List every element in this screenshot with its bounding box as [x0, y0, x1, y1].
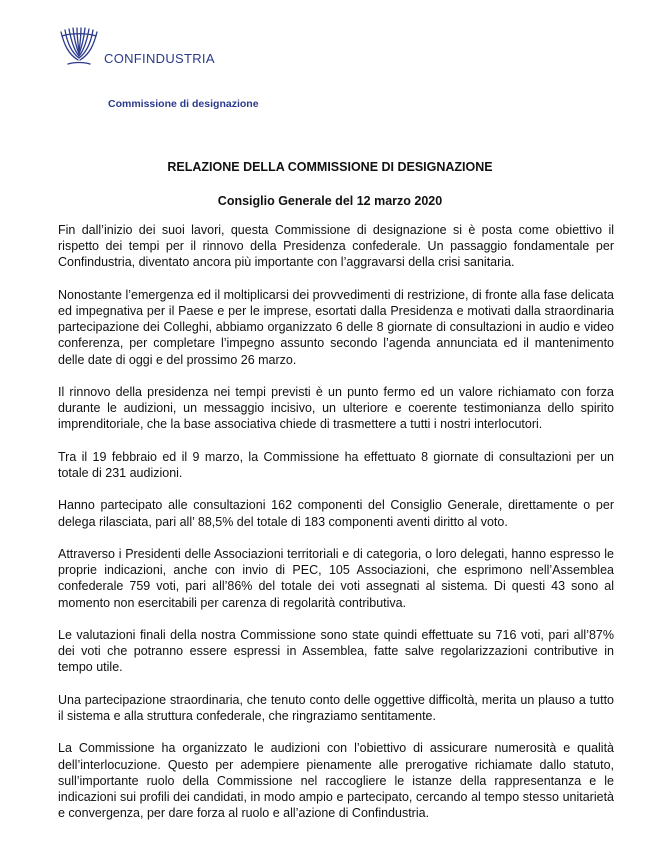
paragraph: Attraverso i Presidenti delle Associazioni territoriali e di categoria, o loro delegati, hanno espresso le proprie indicazioni, anche con invio di PEC, 105 Associazioni, che esprimono nell’Assemblea confederale 759 voti, pari all’86% del totale dei voti assegnati al sistema. Di questi 43 sono al momento non esercitabili per carenza di regolarità contributiva. — [58, 546, 614, 610]
confindustria-logo-icon — [58, 24, 100, 68]
paragraph: Fin dall’inizio dei suoi lavori, questa Commissione di designazione si è posta come obiettivo il rispetto dei tempi per il rinnovo della Presidenza confederale. Un passaggio fondamentale per Confindustria, diventato ancora più importante con l’aggravarsi della crisi sanitaria. — [58, 223, 614, 270]
paragraph: Tra il 19 febbraio ed il 9 marzo, la Commissione ha effettuato 8 giornate di consultazioni per un totale di 231 audizioni. — [58, 449, 614, 480]
document-subtitle: Consiglio Generale del 12 marzo 2020 — [217, 194, 443, 208]
document-title: RELAZIONE DELLA COMMISSIONE DI DESIGNAZIONE — [167, 160, 493, 174]
paragraph: Hanno partecipato alle consultazioni 162 componenti del Consiglio Generale, direttamente o per delega rilasciata, pari all’ 88,5% del totale di 183 componenti aventi diritto al voto. — [58, 498, 614, 529]
paragraph: Nonostante l’emergenza ed il moltiplicarsi dei provvedimenti di restrizione, di fronte alla fase delicata ed impegnativa per il Paese e per le imprese, esortati dalla Presidenza e motivati dalla straordinaria partecipazione dei Colleghi, abbiamo organizzato 6 delle 8 giornate di consultazioni in audio e video conferenza, per completare l’impegno assunto secondo l’agenda annunciata ed il mantenimento delle date di oggi e del prossimo 26 marzo. — [58, 287, 614, 367]
brand-name: CONFINDUSTRIA — [104, 51, 215, 66]
paragraph: La Commissione ha organizzato le audizioni con l’obiettivo di assicurare numerosità e qualità dell’interlocuzione. Questo per adempiere pienamente alle prerogative richiamate dallo statuto, sull’importante ruolo della Commissione nel raccogliere le istanze della rappresentanza e le indicazioni sui profili dei candidati, in modo ampio e partecipato, cercando al tempo stesso unitarietà e convergenza, per dare forza al ruolo e all’azione di Confindustria. — [58, 741, 614, 821]
paragraph: Il rinnovo della presidenza nei tempi previsti è un punto fermo ed un valore richiamato con forza durante le audizioni, un messaggio incisivo, un ulteriore e coerente testimonianza dello spirito imprenditoriale, che la base associativa chiede di trasmettere a tutti i nostri interlocutori. — [58, 385, 614, 432]
commission-label: Commissione di designazione — [108, 98, 259, 110]
paragraph: Le valutazioni finali della nostra Commissione sono state quindi effettuate su 716 voti, pari all’87% dei voti che potranno essere espressi in Assemblea, fatte salve regolarizzazioni contributive in tempo utile. — [58, 627, 614, 675]
paragraph: Una partecipazione straordinaria, che tenuto conto delle oggettive difficoltà, merita un plauso a tutto il sistema e alla struttura confederale, che ringraziamo sentitamente. — [58, 692, 614, 723]
document-body — [58, 222, 614, 838]
brand-logo — [58, 24, 215, 68]
